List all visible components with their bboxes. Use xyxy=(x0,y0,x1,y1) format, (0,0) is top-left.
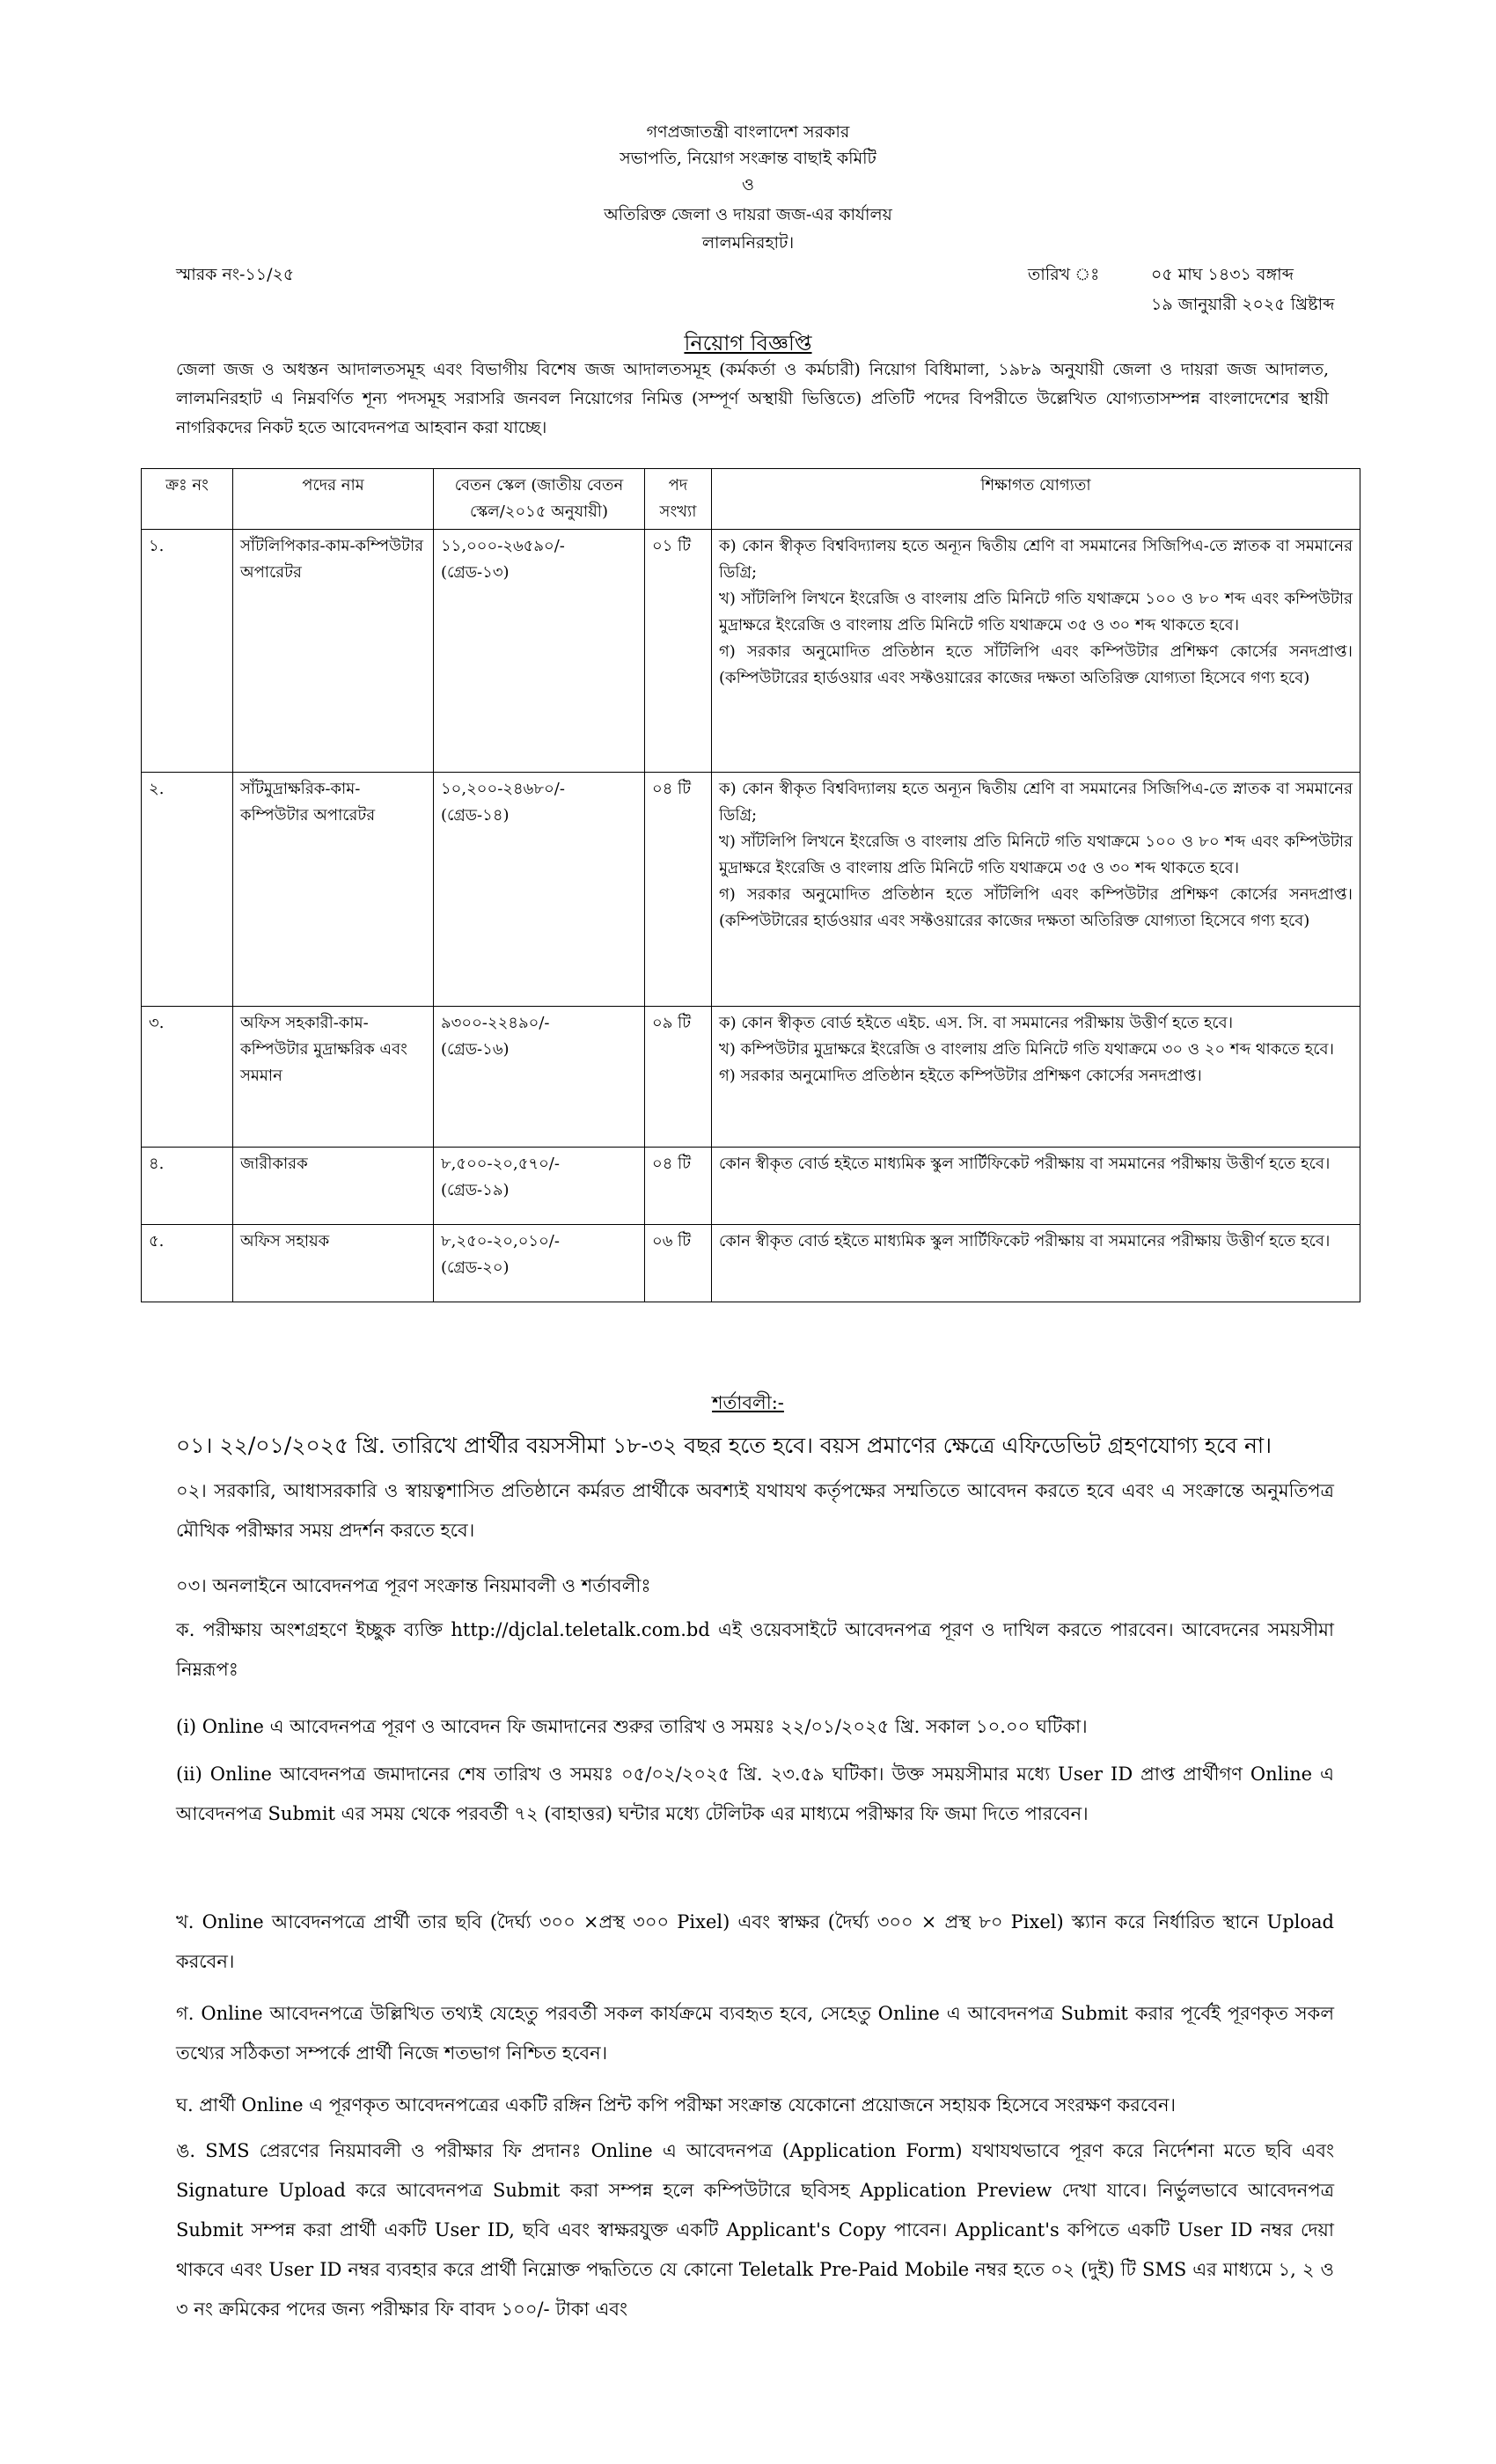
qualification-line: খ) সাঁটলিপি লিখনে ইংরেজি ও বাংলায় প্রতি মিনিটে গতি যথাক্রমে ১০০ ও ৮০ শব্দ এবং কম্পিউটার মুদ্রাক্ষরে ইংরেজি ও বাংলায় প্রতি মিনিটে গতি যথাক্রমে ৩৫ ও ৩০ শব্দ থাকতে হবে। xyxy=(719,590,1353,634)
row-count: ০৯ টি xyxy=(645,1007,712,1148)
scale-value: ১০,২০০-২৪৬৮০/- xyxy=(441,780,565,798)
grade-value: (গ্রেড-১৯) xyxy=(441,1181,510,1199)
header-and: ও xyxy=(742,175,754,194)
row-scale xyxy=(434,1225,645,1302)
row-serial: ৩. xyxy=(142,1007,233,1148)
header-office: অতিরিক্ত জেলা ও দায়রা জজ-এর কার্যালয় xyxy=(604,205,892,224)
table-header-row xyxy=(142,469,1360,530)
table-row xyxy=(142,1225,1360,1302)
intro-paragraph: জেলা জজ ও অধস্তন আদালতসমূহ এবং বিভাগীয় বিশেষ জজ আদালতসমূহ (কর্মকর্তা ও কর্মচারী) নিয়োগ বিধিমালা, ১৯৮৯ অনুযায়ী জেলা ও দায়রা জজ আদালত, লালমনিরহাট এ নিম্নবর্ণিত শূন্য পদসমূহ সরাসরি জনবল নিয়োগের নিমিত্ত (সম্পূর্ণ অস্থায়ী ভিত্তিতে) প্রতিটি পদের বিপরীতে উল্লেখিত যোগ্যতাসম্পন্ন বাংলাদেশের স্থায়ী নাগরিকদের নিকট হতে আবেদনপত্র আহবান করা যাচ্ছে। xyxy=(176,360,1329,437)
row-post: সাঁটমুদ্রাক্ষরিক-কাম-কম্পিউটার অপারেটর xyxy=(233,773,434,1007)
condition-ii: (ii) Online আবেদনপত্র জমাদানের শেষ তারিখ ও সময়ঃ ০৫/০২/২০২৫ খ্রি. ২৩.৫৯ ঘটিকা। উক্ত সময়সীমার মধ্যে User ID প্রাপ্ত প্রার্থীগণ Online এ আবেদনপত্র Submit এর সময় থেকে পরবর্তী ৭২ (বাহাত্তর) ঘন্টার মধ্যে টেলিটক এর মাধ্যমে পরীক্ষার ফি জমা দিতে পারবেন। xyxy=(176,1764,1334,1824)
qualification-line: কোন স্বীকৃত বোর্ড হইতে মাধ্যমিক স্কুল সার্টিফিকেট পরীক্ষায় বা সমমানের পরীক্ষায় উত্তীর্ণ হতে হবে। xyxy=(719,1155,1331,1173)
condition-kha: খ. Online আবেদনপত্রে প্রার্থী তার ছবি (দৈর্ঘ্য ৩০০ ×প্রস্থ ৩০০ Pixel) এবং স্বাক্ষর (দৈর্ঘ্য ৩০০ × প্রস্থ ৮০ Pixel) স্ক্যান করে নির্ধারিত স্থানে Upload করবেন। xyxy=(176,1911,1334,1972)
row-qualification xyxy=(712,1007,1360,1148)
condition-gha: ঘ. প্রার্থী Online এ পূরণকৃত আবেদনপত্রের একটি রঙ্গিন প্রিন্ট কপি পরীক্ষা সংক্রান্ত যেকোনো প্রয়োজনে সহায়ক হিসেবে সংরক্ষণ করবেন। xyxy=(176,2094,1177,2116)
qualification-line: কোন স্বীকৃত বোর্ড হইতে মাধ্যমিক স্কুল সার্টিফিকেট পরীক্ষায় বা সমমানের পরীক্ষায় উত্তীর্ণ হতে হবে। xyxy=(719,1232,1331,1250)
row-count: ০১ টি xyxy=(645,530,712,773)
table-row xyxy=(142,773,1360,1007)
row-serial: ২. xyxy=(142,773,233,1007)
scale-value: ৮,২৫০-২০,০১০/- xyxy=(441,1232,560,1250)
condition-01: ০১। ২২/০১/২০২৫ খ্রি. তারিখে প্রার্থীর বয়সসীমা ১৮-৩২ বছর হতে হবে। বয়স প্রমাণের ক্ষেত্রে এফিডেভিট গ্রহণযোগ্য হবে না। xyxy=(176,1433,1272,1458)
condition-ga: গ. Online আবেদনপত্রে উল্লিখিত তথ্যই যেহেতু পরবর্তী সকল কার্যক্রমে ব্যবহৃত হবে, সেহেতু Online এ আবেদনপত্র Submit করার পূর্বেই পূরণকৃত সকল তথ্যের সঠিকতা সম্পর্কে প্রার্থী নিজে শতভাগ নিশ্চিত হবেন। xyxy=(176,2003,1334,2064)
row-post: জারীকারক xyxy=(233,1148,434,1225)
condition-uma: ঙ. SMS প্রেরণের নিয়মাবলী ও পরীক্ষার ফি প্রদানঃ Online এ আবেদনপত্র (Application Form) যথাযথভাবে পূরণ করে নির্দেশনা মতে ছবি এবং Signature Upload করে আবেদনপত্র Submit করা সম্পন্ন হলে কম্পিউটারে ছবিসহ Application Preview দেখা যাবে। নির্ভুলভাবে আবেদনপত্র Submit সম্পন্ন করা প্রার্থী একটি User ID, ছবি এবং স্বাক্ষরযুক্ত একটি Applicant's Copy পাবেন। Applicant's কপিতে একটি User ID নম্বর দেয়া থাকবে এবং User ID নম্বর ব্যবহার করে প্রার্থী নিম্নোক্ত পদ্ধতিতে যে কোনো Teletalk Pre-Paid Mobile নম্বর হতে ০২ (দুই) টি SMS এর মাধ্যমে ১, ২ ও ৩ নং ক্রমিকের পদের জন্য পরীক্ষার ফি বাবদ ১০০/- টাকা এবং xyxy=(176,2140,1334,2320)
notice-title: নিয়োগ বিজ্ঞপ্তি xyxy=(684,331,812,356)
row-serial: ১. xyxy=(142,530,233,773)
condition-02: ০২। সরকারি, আধাসরকারি ও স্বায়ত্বশাসিত প্রতিষ্ঠানে কর্মরত প্রার্থীকে অবশ্যই যথাযথ কর্তৃপক্ষের সম্মতিতে আবেদন করতে হবে এবং এ সংক্রান্তে অনুমতিপত্র মৌখিক পরীক্ষার সময় প্রদর্শন করতে হবে। xyxy=(176,1480,1334,1541)
header-scale: বেতন স্কেল (জাতীয় বেতন স্কেল/২০১৫ অনুযায়ী) xyxy=(434,469,645,530)
header-location: লালমনিরহাট। xyxy=(701,233,795,253)
conditions-title: শর্তাবলী:- xyxy=(712,1392,784,1413)
qualification-line: ক) কোন স্বীকৃত বিশ্ববিদ্যালয় হতে অন্যূন দ্বিতীয় শ্রেণি বা সমমানের সিজিপিএ-তে স্নাতক বা সমমানের ডিগ্রি; xyxy=(719,537,1353,582)
row-scale xyxy=(434,530,645,773)
row-count: ০৬ টি xyxy=(645,1225,712,1302)
row-post: সাঁটলিপিকার-কাম-কম্পিউটার অপারেটর xyxy=(233,530,434,773)
row-scale xyxy=(434,1148,645,1225)
row-post: অফিস সহায়ক xyxy=(233,1225,434,1302)
row-post: অফিস সহকারী-কাম-কম্পিউটার মুদ্রাক্ষরিক এবং সমমান xyxy=(233,1007,434,1148)
row-serial: ৫. xyxy=(142,1225,233,1302)
scale-value: ৮,৫০০-২০,৫৭০/- xyxy=(441,1155,560,1173)
row-count: ০৪ টি xyxy=(645,773,712,1007)
row-qualification xyxy=(712,530,1360,773)
row-count: ০৪ টি xyxy=(645,1148,712,1225)
row-scale xyxy=(434,773,645,1007)
grade-value: (গ্রেড-১৪) xyxy=(441,806,510,825)
header-committee: সভাপতি, নিয়োগ সংক্রান্ত বাছাই কমিটি xyxy=(620,149,876,168)
scale-value: ১১,০০০-২৬৫৯০/- xyxy=(441,537,565,555)
header-government: গণপ্রজাতন্ত্রী বাংলাদেশ সরকার xyxy=(646,122,850,142)
date-english: ১৯ জানুয়ারী ২০২৫ খ্রিষ্টাব্দ xyxy=(1151,295,1335,314)
qualification-line: গ) সরকার অনুমোদিত প্রতিষ্ঠান হতে সাঁটলিপি এবং কম্পিউটার প্রশিক্ষণ কোর্সের সনদপ্রাপ্ত। (কম্পিউটারের হার্ডওয়ার এবং সফ্টওয়ারের কাজের দক্ষতা অতিরিক্ত যোগ্যতা হিসেবে গণ্য হবে) xyxy=(719,885,1353,930)
row-qualification xyxy=(712,773,1360,1007)
qualification-line: ক) কোন স্বীকৃত বিশ্ববিদ্যালয় হতে অন্যূন দ্বিতীয় শ্রেণি বা সমমানের সিজিপিএ-তে স্নাতক বা সমমানের ডিগ্রি; xyxy=(719,780,1353,825)
scale-value: ৯৩০০-২২৪৯০/- xyxy=(441,1014,550,1032)
table-row xyxy=(142,530,1360,773)
qualification-line: খ) সাঁটলিপি লিখনে ইংরেজি ও বাংলায় প্রতি মিনিটে গতি যথাক্রমে ১০০ ও ৮০ শব্দ এবং কম্পিউটার মুদ্রাক্ষরে ইংরেজি ও বাংলায় প্রতি মিনিটে গতি যথাক্রমে ৩৫ ও ৩০ শব্দ থাকতে হবে। xyxy=(719,832,1353,877)
header-qualification: শিক্ষাগত যোগ্যতা xyxy=(712,469,1360,530)
header-post: পদের নাম xyxy=(233,469,434,530)
condition-ka: ক. পরীক্ষায় অংশগ্রহণে ইচ্ছুক ব্যক্তি http://djclal.teletalk.com.bd এই ওয়েবসাইটে আবেদনপত্র পূরণ ও দাখিল করতে পারবেন। আবেদনের সময়সীমা নিম্নরূপঃ xyxy=(176,1619,1334,1680)
memo-number: স্মারক নং-১১/২৫ xyxy=(176,265,295,284)
table-row xyxy=(142,1007,1360,1148)
row-serial: ৪. xyxy=(142,1148,233,1225)
qualification-line: গ) সরকার অনুমোদিত প্রতিষ্ঠান হইতে কম্পিউটার প্রশিক্ষণ কোর্সের সনদপ্রাপ্ত। xyxy=(719,1067,1202,1085)
qualification-line: ক) কোন স্বীকৃত বোর্ড হইতে এইচ. এস. সি. বা সমমানের পরীক্ষায় উত্তীর্ণ হতে হবে। xyxy=(719,1014,1234,1032)
table-row xyxy=(142,1148,1360,1225)
grade-value: (গ্রেড-১৬) xyxy=(441,1040,510,1059)
posts-table xyxy=(141,468,1360,1302)
condition-i: (i) Online এ আবেদনপত্র পূরণ ও আবেদন ফি জমাদানের শুরুর তারিখ ও সময়ঃ ২২/০১/২০২৫ খ্রি. সকাল ১০.০০ ঘটিকা। xyxy=(176,1716,1088,1737)
header-count: পদ সংখ্যা xyxy=(645,469,712,530)
grade-value: (গ্রেড-২০) xyxy=(441,1258,510,1277)
grade-value: (গ্রেড-১৩) xyxy=(441,563,510,582)
header-serial: ক্রঃ নং xyxy=(142,469,233,530)
condition-03: ০৩। অনলাইনে আবেদনপত্র পূরণ সংক্রান্ত নিয়মাবলী ও শর্তাবলীঃ xyxy=(176,1575,651,1596)
row-qualification xyxy=(712,1225,1360,1302)
qualification-line: খ) কম্পিউটার মুদ্রাক্ষরে ইংরেজি ও বাংলায় প্রতি মিনিটে গতি যথাক্রমে ৩০ ও ২০ শব্দ থাকতে হবে। xyxy=(719,1040,1334,1059)
row-scale xyxy=(434,1007,645,1148)
row-qualification xyxy=(712,1148,1360,1225)
date-bangla: ০৫ মাঘ ১৪৩১ বঙ্গাব্দ xyxy=(1151,265,1294,284)
date-label: তারিখ ঃ xyxy=(1028,265,1100,284)
qualification-line: গ) সরকার অনুমোদিত প্রতিষ্ঠান হতে সাঁটলিপি এবং কম্পিউটার প্রশিক্ষণ কোর্সের সনদপ্রাপ্ত।(কম্পিউটারের হার্ডওয়ার এবং সফ্টওয়ারের কাজের দক্ষতা অতিরিক্ত যোগ্যতা হিসেবে গণ্য হবে) xyxy=(719,642,1353,687)
